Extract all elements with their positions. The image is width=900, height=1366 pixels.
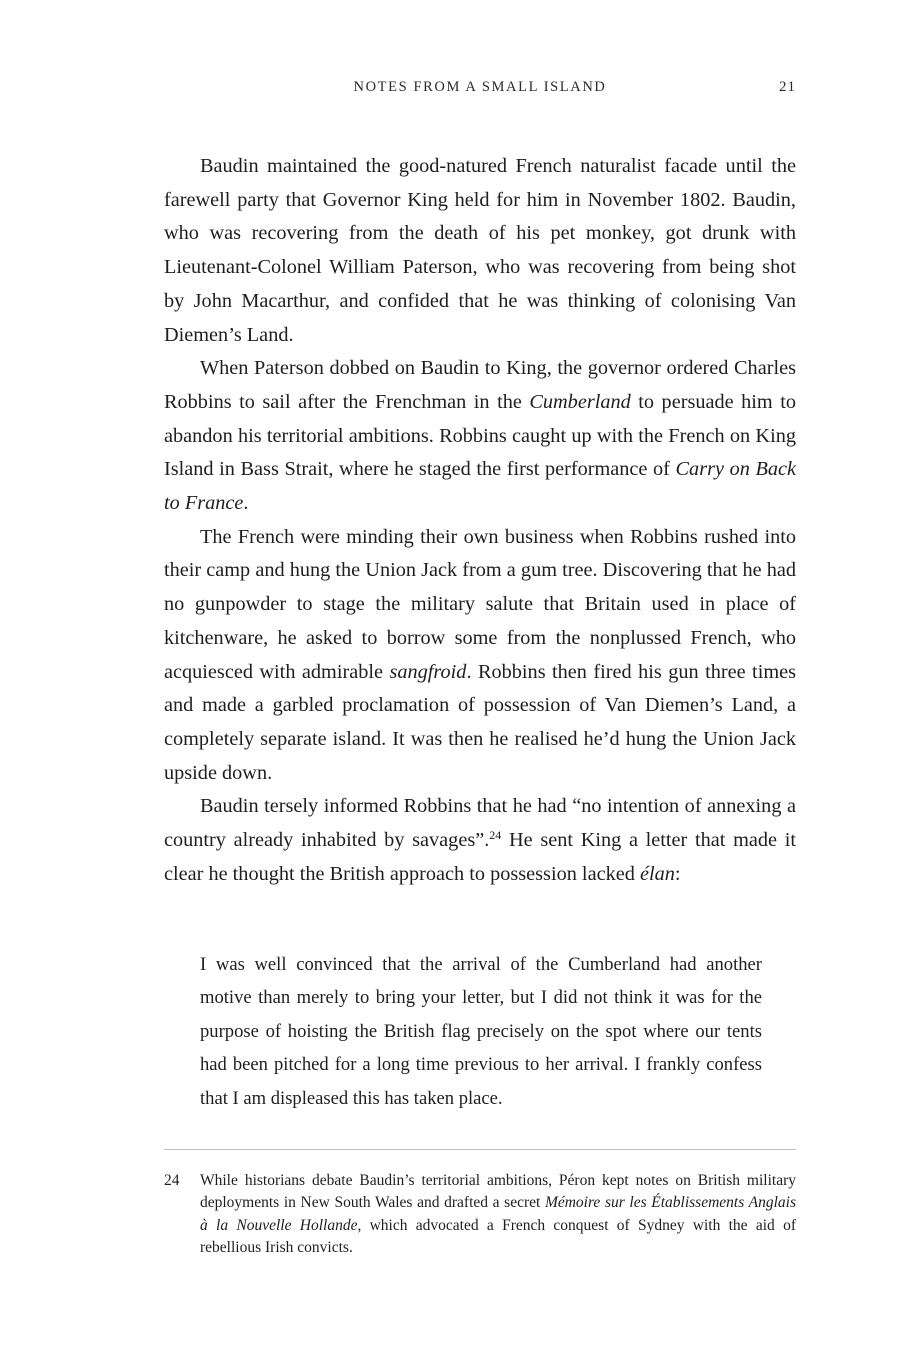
- page-number: 21: [779, 79, 796, 95]
- footnote-reference[interactable]: 24: [489, 828, 502, 843]
- paragraph-4-text-c: :: [674, 862, 681, 885]
- paragraph-1-text: Baudin maintained the good-natured French naturalist facade until the farewell party that Governor King held for him in November 1802. Baudin, who was recovering from the death of his pet monkey, got drunk with Lieutenant-Colonel William Paterson, who was recovering from being shot by John Macarthur, and confided that he was thinking of colonising Van Diemen’s Land.: [164, 155, 796, 346]
- running-title: NOTES FROM A SMALL ISLAND: [353, 79, 607, 95]
- footnote-number: 24: [164, 1172, 180, 1189]
- paragraph-2-text-b: to persuade him to abandon his territorial ambitions. Robbins caught up with the French on King Island in Bass Strait, where he staged the first performance of: [164, 390, 796, 481]
- sangfroid-italic: sangfroid: [389, 660, 467, 683]
- film-title-italic: Carry on Back to France: [164, 458, 796, 515]
- paragraph-1: [164, 150, 796, 352]
- footnote-divider: [164, 1149, 796, 1150]
- block-quote: [200, 948, 762, 1115]
- body-text: [164, 150, 796, 891]
- paragraph-2-text-a: When Paterson dobbed on Baudin to King, the governor ordered Charles Robbins to sail after the Frenchman in the: [164, 357, 796, 413]
- footnote-text-a: While historians debate Baudin’s territorial ambitions, Péron kept notes on British military deployments in New South Wales and drafted a secret: [200, 1172, 796, 1212]
- paragraph-2: [164, 352, 796, 521]
- paragraph-3: [164, 521, 796, 791]
- paragraph-2-text-c: .: [243, 492, 249, 515]
- paragraph-3-text-b: . Robbins then fired his gun three times and made a garbled proclamation of possession of Van Diemen’s Land, a completely separate island. It was then he realised he’d hung the Union Jack upside down.: [164, 660, 797, 784]
- paragraph-3-text-a: The French were minding their own business when Robbins rushed into their camp and hung the Union Jack from a gum tree. Discovering that he had no gunpowder to stage the military salute that Britain used in place of kitchenware, he asked to borrow some from the nonplussed French, who acquiesced with admirable: [164, 525, 796, 683]
- ship-name-italic: Cumberland: [529, 390, 631, 413]
- paragraph-4-text-b: He sent King a letter that made it clear he thought the British approach to possession lacked: [164, 829, 796, 885]
- paragraph-4: [164, 790, 796, 891]
- running-head: [164, 79, 796, 99]
- block-quote-text: I was well convinced that the arrival of the Cumberland had another motive than merely to bring your letter, but I did not think it was for the purpose of hoisting the British flag precisely on the spot where our tents had been pitched for a long time previous to her arrival. I frankly confess that I am displeased this has taken place.: [200, 954, 762, 1109]
- footnote-text: [200, 1170, 796, 1260]
- paragraph-4-text-a: Baudin tersely informed Robbins that he had “no intention of annexing a country already inhabited by savages”.: [164, 795, 796, 852]
- memoire-title-italic: Mémoire sur les Établissements Anglais à la Nouvelle Hollande: [200, 1194, 796, 1234]
- footnote-text-b: , which advocated a French conquest of Sydney with the aid of rebellious Irish convicts.: [200, 1216, 796, 1257]
- footnote: [164, 1170, 796, 1260]
- elan-italic: élan: [639, 862, 675, 885]
